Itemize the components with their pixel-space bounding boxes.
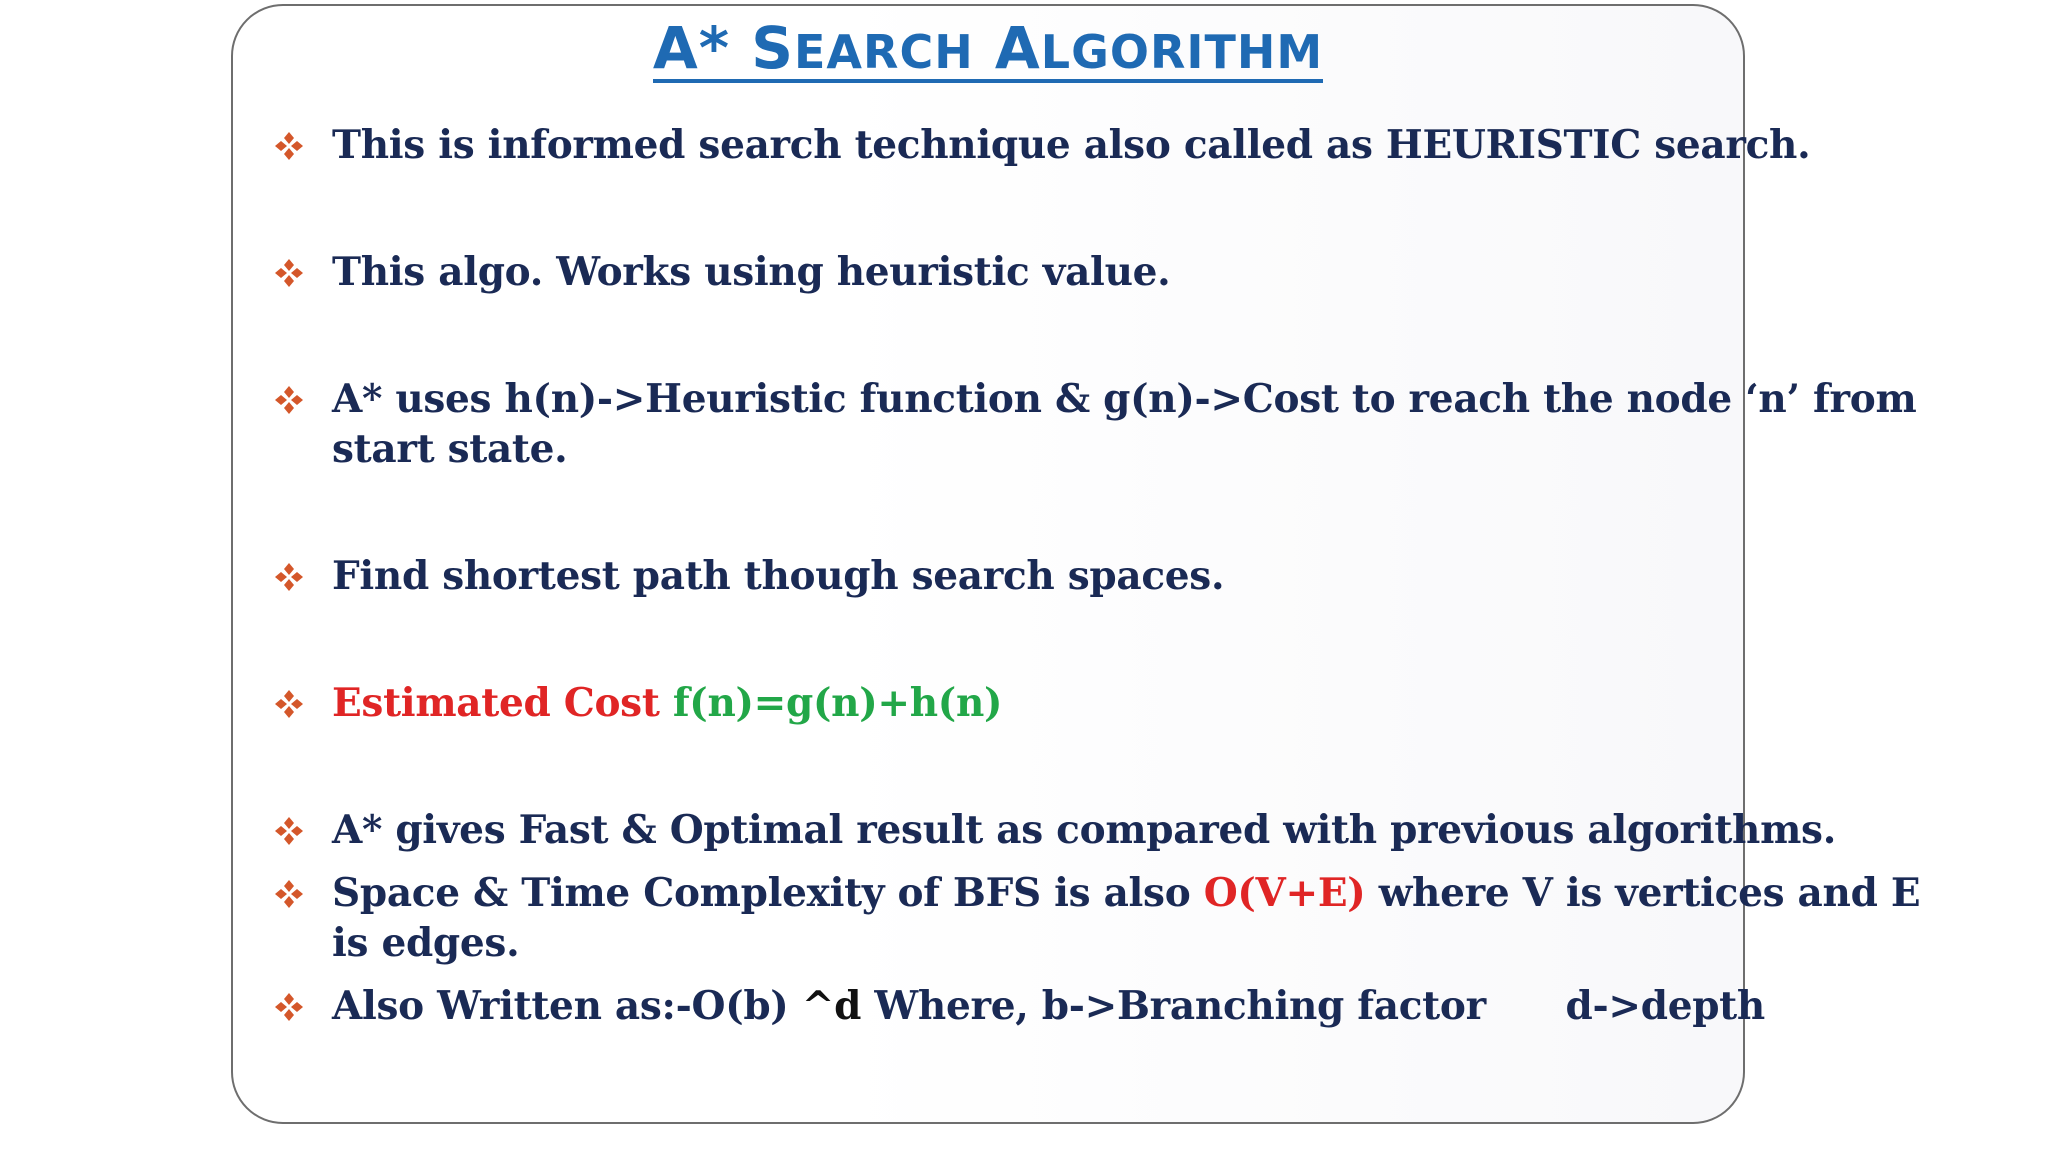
slide-title: A* SEARCH ALGORITHM [652, 14, 1324, 82]
bullet-text: This algo. Works using heuristic value. [332, 249, 1171, 295]
bullet-text: start state. [332, 426, 568, 472]
four-diamond-bullet-icon [275, 386, 303, 414]
estimated-cost-label: Estimated Cost [332, 680, 673, 726]
bullet-text: A* uses h(n)->Heuristic function & g(n)->Cost to reach the node ‘n’ from [332, 376, 1917, 422]
bullet-text [332, 678, 1002, 728]
four-diamond-bullet-icon [275, 563, 303, 591]
exponent-text: ^d [801, 983, 862, 1029]
bullet-text: Space & Time Complexity of BFS is also O(V+E) where V is vertices and E [332, 870, 1921, 916]
complexity-formula: O(V+E) [1203, 870, 1366, 916]
four-diamond-bullet-icon [275, 880, 303, 908]
bullet-text: This is informed search technique also called as HEURISTIC search. [332, 122, 1811, 168]
bullet-text: is edges. [332, 920, 520, 966]
four-diamond-bullet-icon [275, 690, 303, 718]
bullet-text: Find shortest path though search spaces. [332, 553, 1225, 599]
four-diamond-bullet-icon [275, 817, 303, 845]
cost-formula: f(n)=g(n)+h(n) [672, 680, 1003, 726]
bullet-text: A* gives Fast & Optimal result as compared with previous algorithms. [332, 807, 1836, 853]
four-diamond-bullet-icon [275, 993, 303, 1021]
slide-frame [231, 4, 1921, 1124]
bullet-text: Also Written as:-O(b) ^d Where, b->Branching factor d->depth [332, 983, 1765, 1029]
four-diamond-bullet-icon [275, 259, 303, 287]
four-diamond-bullet-icon [275, 132, 303, 160]
